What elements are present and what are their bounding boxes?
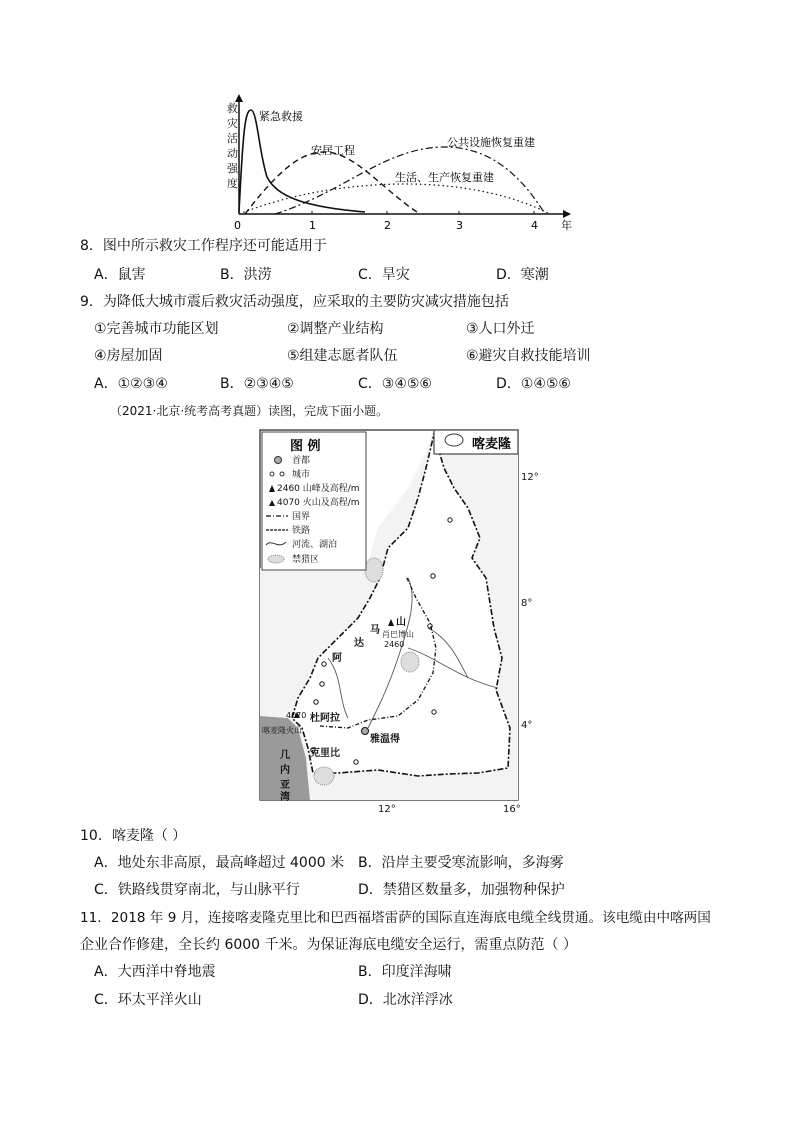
q8-stem: 8．图中所示救灾工作程序还可能适用于 xyxy=(80,238,327,254)
q11-option-d[interactable]: D．北冰洋浮冰 xyxy=(358,992,453,1008)
q9-stem: 9．为降低大城市震后救灾活动强度，应采取的主要防灾减灾措施包括 xyxy=(80,294,509,310)
legend-item: 河流、湖泊 xyxy=(292,540,338,550)
lat-label: 4° xyxy=(521,720,533,731)
source-note: （2021·北京·统考高考真题）读图，完成下面小题。 xyxy=(110,404,389,418)
x-tick-label: 1 xyxy=(309,219,316,232)
curve-life xyxy=(239,184,550,214)
label-life: 生活、生产恢复重建 xyxy=(395,171,494,184)
y-label-char: 动 xyxy=(227,147,238,160)
label-mountain-3: 达 xyxy=(354,638,364,649)
label-gulf: 几 xyxy=(280,750,290,761)
lon-label: 16° xyxy=(503,804,521,815)
q9-option-c[interactable]: C．③④⑤⑥ xyxy=(358,376,432,392)
q9-item: ⑥避灾自救技能培训 xyxy=(466,348,591,364)
q9-option-a[interactable]: A．①②③④ xyxy=(94,376,168,392)
label-mountain-2: 马 xyxy=(370,625,380,636)
q9-item: ②调整产业结构 xyxy=(287,321,384,337)
y-label-char: 救 xyxy=(227,102,238,115)
label-mountain-1: 山 xyxy=(396,617,406,628)
capital-yaounde xyxy=(362,728,369,735)
x-tick-label: 2 xyxy=(384,219,391,232)
label-peak-elevation: 2460 xyxy=(384,640,405,649)
curve-housing xyxy=(245,152,420,214)
q9-option-b[interactable]: B．②③④⑤ xyxy=(220,376,294,392)
q8-option-c[interactable]: C．旱灾 xyxy=(358,267,410,283)
y-label-char: 强 xyxy=(227,162,238,175)
label-housing: 安居工程 xyxy=(311,144,355,157)
label-gulf: 亚 xyxy=(280,780,290,791)
label-douala: 杜阿拉 xyxy=(310,713,340,724)
y-label-char: 灾 xyxy=(227,117,238,130)
x-tick-label: 4 xyxy=(531,219,538,232)
y-axis-arrow xyxy=(235,94,243,102)
q11-option-a[interactable]: A．大西洋中脊地震 xyxy=(94,964,216,980)
label-volcano-elevation: 4070 xyxy=(286,711,307,720)
chart-y-label xyxy=(227,101,239,190)
legend-item: 城市 xyxy=(292,470,311,480)
q9-item: ①完善城市功能区划 xyxy=(94,321,219,337)
lon-label: 12° xyxy=(378,804,396,815)
y-label-char: 度 xyxy=(227,177,238,190)
legend-item: 铁路 xyxy=(292,526,311,536)
reserve-area xyxy=(314,767,334,785)
label-gulf: 内 xyxy=(280,765,290,776)
q8-option-d[interactable]: D．寒潮 xyxy=(496,267,549,283)
q11-stem-line1: 11．2018 年 9 月，连接喀麦隆克里比和巴西福塔雷萨的国际直连海底电缆全线贯通。该电缆由中喀两国 xyxy=(80,910,711,926)
curve-emergency xyxy=(239,110,365,212)
q8-option-b[interactable]: B．洪涝 xyxy=(220,267,272,283)
q11-option-c[interactable]: C．环太平洋火山 xyxy=(94,992,202,1008)
label-emergency: 紧急救援 xyxy=(259,110,303,123)
capital-symbol xyxy=(275,457,282,464)
q9-item: ③人口外迁 xyxy=(466,321,535,337)
label-volcano: 喀麦隆火山 xyxy=(262,726,302,735)
legend-item: 国界 xyxy=(292,512,311,522)
q8-option-a[interactable]: A．鼠害 xyxy=(94,267,146,283)
legend-item: 4070 火山及高程/m xyxy=(277,498,360,508)
label-peak: 肖巴博山 xyxy=(382,630,414,639)
label-public: 公共设施恢复重建 xyxy=(447,136,535,149)
reserve-area xyxy=(365,558,383,582)
label-yaounde: 雅温得 xyxy=(370,734,400,745)
q11-option-b[interactable]: B．印度洋海啸 xyxy=(358,964,452,980)
label-kribi: 克里比 xyxy=(310,748,340,759)
y-label-char: 活 xyxy=(227,132,238,145)
q10-option-a[interactable]: A．地处东非高原，最高峰超过 4000 米 xyxy=(94,855,345,871)
lat-label: 8° xyxy=(521,598,533,609)
label-region-a: 阿 xyxy=(332,653,342,664)
q9-item: ④房屋加固 xyxy=(94,348,163,364)
legend-title: 图 例 xyxy=(290,439,321,454)
rescue-intensity-chart xyxy=(215,92,585,232)
legend-item: 首都 xyxy=(292,456,311,466)
label-gulf: 湾 xyxy=(280,792,290,803)
lat-label: 12° xyxy=(521,472,539,483)
q10-option-d[interactable]: D．禁猎区数量多，加强物种保护 xyxy=(358,882,565,898)
lake-chad xyxy=(445,434,463,446)
x-axis-arrow xyxy=(563,210,571,218)
legend-item: 禁猎区 xyxy=(292,555,320,565)
x-axis-unit: 年 xyxy=(561,219,572,232)
legend-item: 2460 山峰及高程/m xyxy=(277,484,360,494)
reserve-symbol xyxy=(268,555,284,563)
q9-item: ⑤组建志愿者队伍 xyxy=(287,348,398,364)
q10-option-b[interactable]: B．沿岸主要受寒流影响，多海雾 xyxy=(358,855,564,871)
q11-stem-line2: 企业合作修建，全长约 6000 千米。为保证海底电缆安全运行，需重点防范（ ） xyxy=(80,937,577,953)
map-title: 喀麦隆 xyxy=(472,437,512,452)
cameroon-map xyxy=(258,428,539,815)
q10-option-c[interactable]: C．铁路线贯穿南北，与山脉平行 xyxy=(94,882,300,898)
x-tick-label: 3 xyxy=(456,219,463,232)
q10-stem: 10．喀麦隆（ ） xyxy=(80,828,187,844)
x-tick-label: 0 xyxy=(234,219,241,232)
reserve-area xyxy=(401,652,419,672)
q9-option-d[interactable]: D．①④⑤⑥ xyxy=(496,376,571,392)
